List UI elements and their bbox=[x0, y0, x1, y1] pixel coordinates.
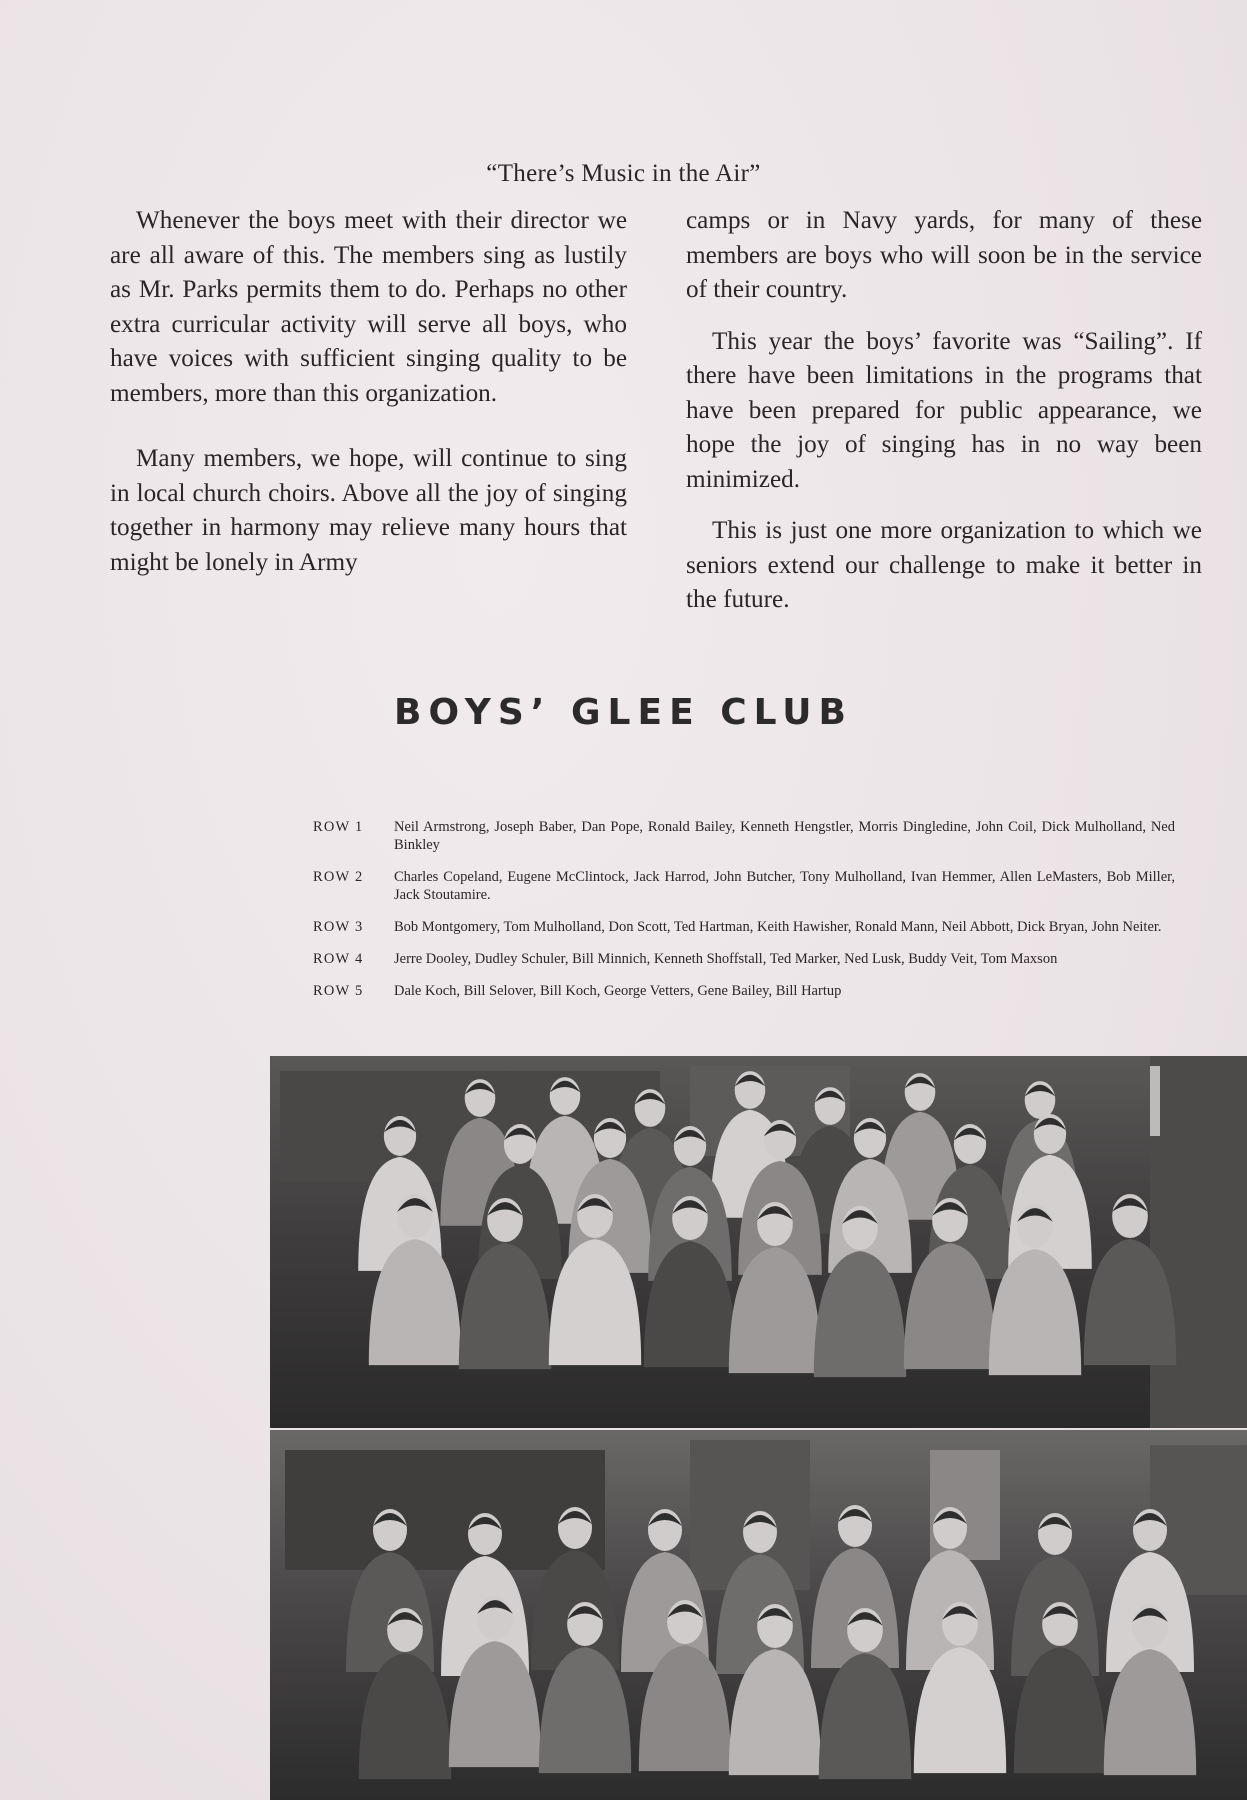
roster-row-names: Dale Koch, Bill Selover, Bill Koch, George Vetters, Gene Bailey, Bill Hartup bbox=[394, 983, 842, 999]
group-photo-bottom bbox=[270, 1430, 1247, 1800]
article-paragraph: Whenever the boys meet with their director we are all aware of this. The members sing as lustily as Mr. Parks permits them to do. Perhaps no other extra curricular activity will serve all boys, who have voices with sufficient singing quality to be members, more than this organization. bbox=[110, 207, 627, 407]
group-photo-top bbox=[270, 1056, 1247, 1428]
roster-row bbox=[313, 982, 1175, 1000]
group-photo-top-image bbox=[270, 1056, 1247, 1428]
roster-row bbox=[313, 950, 1175, 968]
article-paragraph: This year the boys’ favorite was “Sailing”. If there have been limitations in the programs that have been prepared for public appearance, we hope the joy of singing has in no way been minimized. bbox=[686, 327, 1202, 493]
roster-row-names: Neil Armstrong, Joseph Baber, Dan Pope, Ronald Bailey, Kenneth Hengstler, Morris Dingledine, John Coil, Dick Mulholland, Ned Binkley bbox=[394, 819, 1175, 853]
article-paragraph: camps or in Navy yards, for many of these members are boys who will soon be in the service of their country. bbox=[686, 207, 1202, 303]
article-title: “There’s Music in the Air” bbox=[486, 160, 761, 187]
roster-row-label: ROW 5 bbox=[313, 983, 364, 999]
roster-row-label: ROW 2 bbox=[313, 869, 364, 885]
group-photo-bottom-image bbox=[270, 1430, 1247, 1800]
club-heading: BOYS’ GLEE CLUB bbox=[394, 692, 853, 733]
roster-row-names: Bob Montgomery, Tom Mulholland, Don Scott, Ted Hartman, Keith Hawisher, Ronald Mann, Neil Abbott, Dick Bryan, John Neiter. bbox=[394, 919, 1162, 935]
article-paragraph: This is just one more organization to which we seniors extend our challenge to make it better in the future. bbox=[686, 517, 1202, 613]
roster-row-label: ROW 1 bbox=[313, 819, 364, 835]
roster-row-label: ROW 3 bbox=[313, 919, 364, 935]
article-paragraph: Many members, we hope, will continue to sing in local church choirs. Above all the joy of singing together in harmony may relieve many hours that might be lonely in Army bbox=[110, 445, 627, 576]
roster-row-names: Jerre Dooley, Dudley Schuler, Bill Minnich, Kenneth Shoffstall, Ted Marker, Ned Lusk, Buddy Veit, Tom Maxson bbox=[394, 951, 1058, 967]
roster-row bbox=[313, 918, 1175, 936]
article-left-column bbox=[110, 204, 627, 580]
roster-row-label: ROW 4 bbox=[313, 951, 364, 967]
article-right-column bbox=[686, 204, 1202, 618]
roster-list bbox=[313, 818, 1175, 1014]
roster-row-names: Charles Copeland, Eugene McClintock, Jack Harrod, John Butcher, Tony Mulholland, Ivan Hemmer, Allen LeMasters, Bob Miller, Jack Stoutamire. bbox=[394, 869, 1175, 903]
roster-row bbox=[313, 868, 1175, 904]
roster-row bbox=[313, 818, 1175, 854]
